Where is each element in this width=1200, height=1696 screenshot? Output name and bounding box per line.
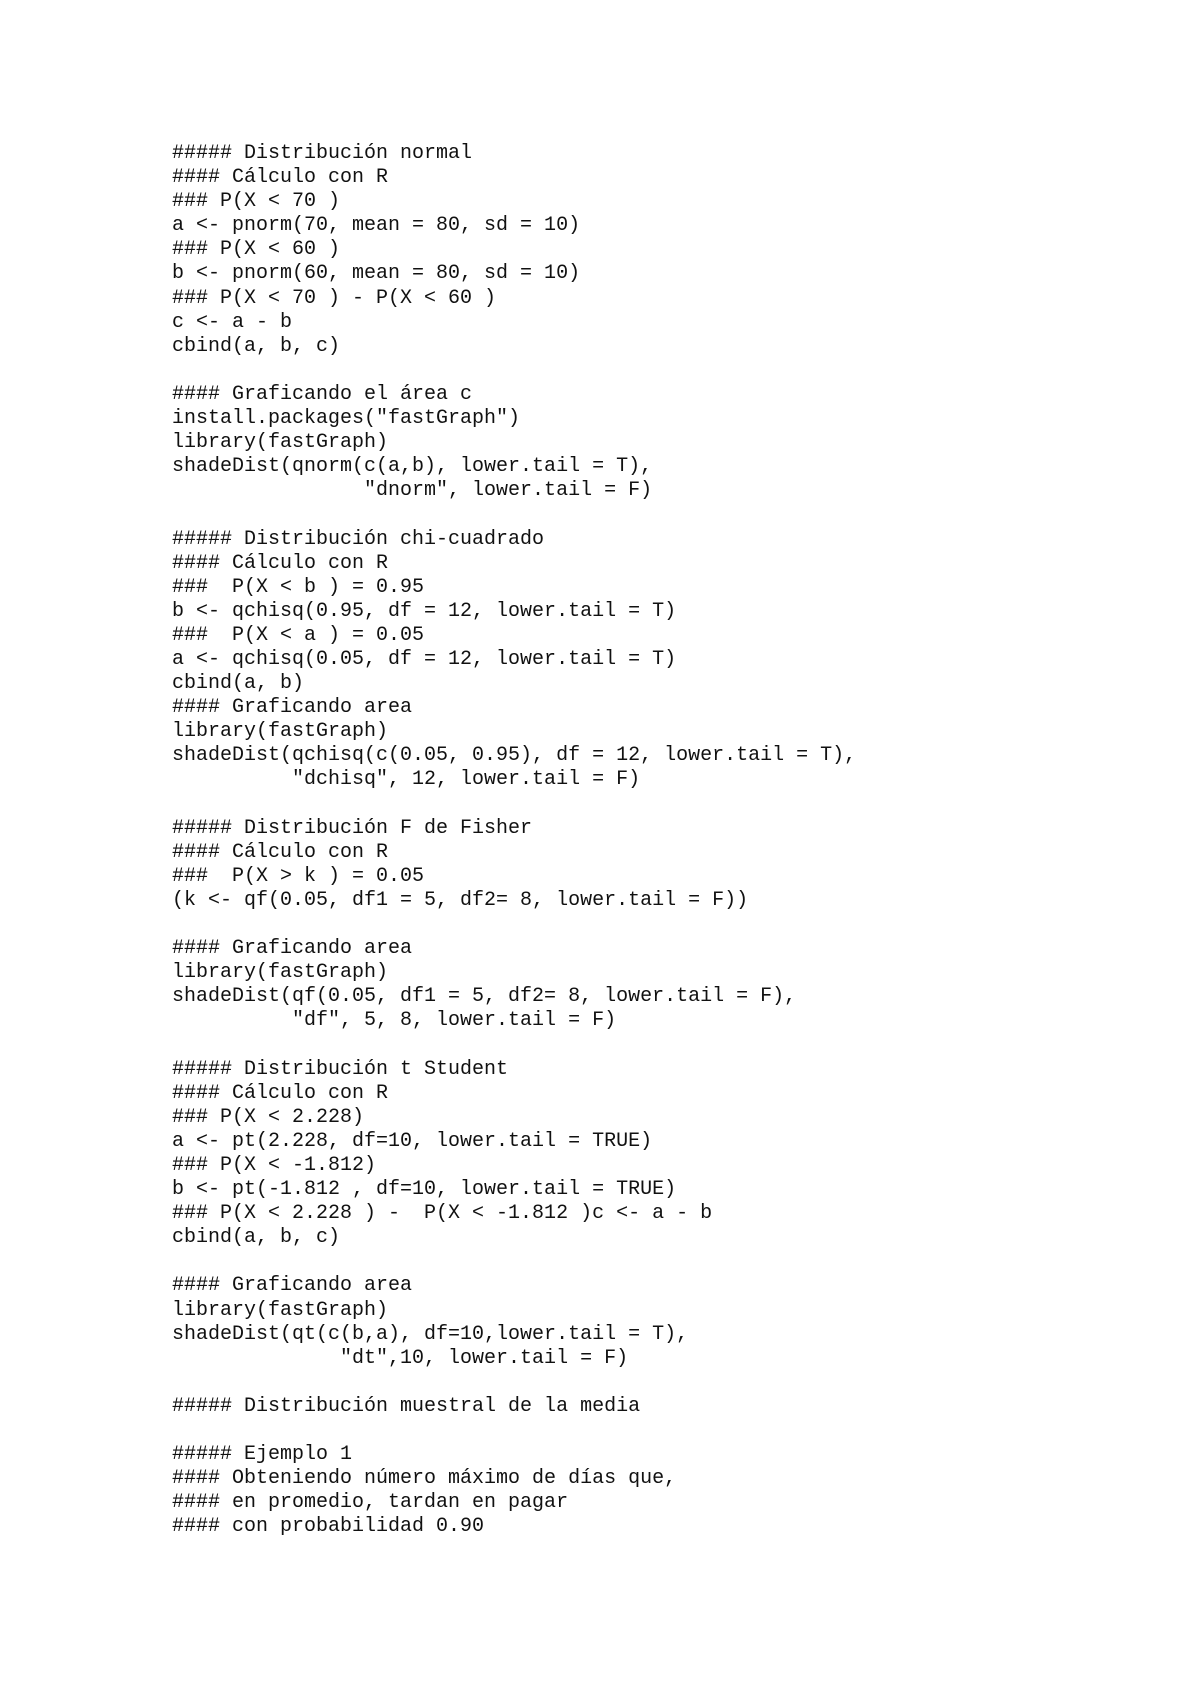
code-line: a <- pnorm(70, mean = 80, sd = 10) — [172, 214, 581, 238]
blank-line — [172, 359, 1152, 383]
code-line: shadeDist(qnorm(c(a,b), lower.tail = T), — [172, 455, 653, 479]
code-line: library(fastGraph) — [172, 431, 389, 455]
code-line: b <- pt(-1.812 , df=10, lower.tail = TRUE) — [172, 1178, 677, 1202]
code-line: cbind(a, b, c) — [172, 1226, 341, 1250]
code-line: #### Cálculo con R — [172, 840, 389, 864]
code-line: "dnorm", lower.tail = F) — [172, 479, 653, 503]
blank-line — [172, 503, 1152, 527]
blank-line — [172, 913, 1152, 937]
code-line: #### Cálculo con R — [172, 551, 389, 575]
code-line: library(fastGraph) — [172, 720, 389, 744]
blank-line — [172, 1033, 1152, 1057]
r-code-listing — [172, 142, 1152, 1539]
blank-line — [172, 793, 1152, 817]
code-line: #### Graficando area — [172, 1274, 413, 1298]
code-line: shadeDist(qf(0.05, df1 = 5, df2= 8, lower.tail = F), — [172, 985, 797, 1009]
code-line: cbind(a, b) — [172, 672, 305, 696]
code-line: ### P(X < 60 ) — [172, 238, 341, 262]
code-line: cbind(a, b, c) — [172, 334, 341, 358]
code-line: c <- a - b — [172, 310, 293, 334]
code-line: #### Graficando el área c — [172, 382, 473, 406]
code-line: "df", 5, 8, lower.tail = F) — [172, 1009, 617, 1033]
code-line: library(fastGraph) — [172, 1298, 389, 1322]
code-line: ##### Distribución F de Fisher — [172, 816, 533, 840]
code-line: ### P(X < b ) = 0.95 — [172, 575, 425, 599]
code-line: #### con probabilidad 0.90 — [172, 1515, 485, 1539]
code-line: shadeDist(qchisq(c(0.05, 0.95), df = 12, lower.tail = T), — [172, 744, 857, 768]
code-line: ##### Distribución normal — [172, 142, 473, 165]
code-line: ### P(X < 2.228) — [172, 1105, 365, 1129]
code-line: ##### Ejemplo 1 — [172, 1443, 353, 1467]
code-line: library(fastGraph) — [172, 961, 389, 985]
code-line: install.packages("fastGraph") — [172, 407, 521, 431]
code-line: ##### Distribución muestral de la media — [172, 1394, 641, 1418]
code-line: ### P(X < 2.228 ) - P(X < -1.812 )c <- a - b — [172, 1202, 713, 1226]
code-line: ### P(X < 70 ) — [172, 190, 341, 214]
code-line: "dchisq", 12, lower.tail = F) — [172, 768, 641, 792]
code-line: ### P(X > k ) = 0.05 — [172, 864, 425, 888]
code-line: b <- pnorm(60, mean = 80, sd = 10) — [172, 262, 581, 286]
code-line: a <- pt(2.228, df=10, lower.tail = TRUE) — [172, 1129, 653, 1153]
blank-line — [172, 1371, 1152, 1395]
code-line: (k <- qf(0.05, df1 = 5, df2= 8, lower.tail = F)) — [172, 888, 749, 912]
code-line: ### P(X < a ) = 0.05 — [172, 623, 425, 647]
code-line: a <- qchisq(0.05, df = 12, lower.tail = T) — [172, 647, 677, 671]
code-line: #### Graficando area — [172, 937, 413, 961]
code-line: ##### Distribución chi-cuadrado — [172, 527, 545, 551]
code-line: #### Obteniendo número máximo de días que, — [172, 1467, 677, 1491]
code-line: "dt",10, lower.tail = F) — [172, 1346, 629, 1370]
code-line: b <- qchisq(0.95, df = 12, lower.tail = T) — [172, 599, 677, 623]
code-line: #### Cálculo con R — [172, 1081, 389, 1105]
code-line: ### P(X < 70 ) - P(X < 60 ) — [172, 286, 497, 310]
code-line: shadeDist(qt(c(b,a), df=10,lower.tail = T), — [172, 1322, 689, 1346]
blank-line — [172, 1250, 1152, 1274]
code-line: #### Cálculo con R — [172, 166, 389, 190]
code-line: #### en promedio, tardan en pagar — [172, 1491, 569, 1515]
code-line: #### Graficando area — [172, 696, 413, 720]
blank-line — [172, 1419, 1152, 1443]
code-line: ### P(X < -1.812) — [172, 1153, 377, 1177]
code-line: ##### Distribución t Student — [172, 1057, 509, 1081]
